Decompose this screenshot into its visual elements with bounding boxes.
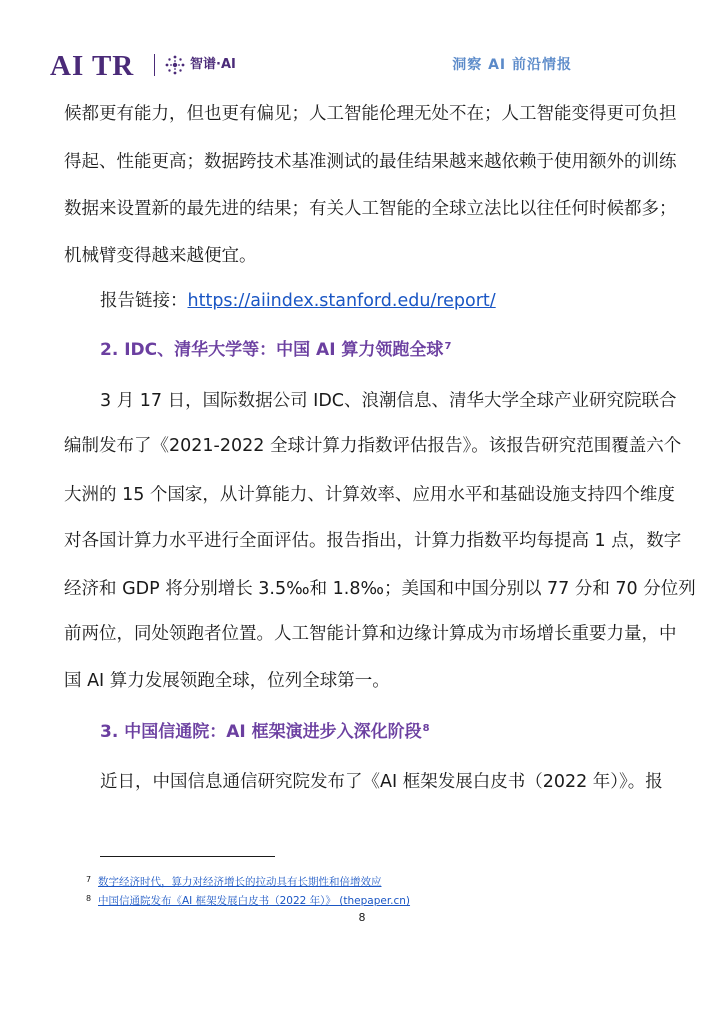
section-heading-2 bbox=[100, 335, 451, 362]
paragraph-line: 机械臂变得越来越便宜。 bbox=[64, 246, 257, 266]
logo-divider bbox=[154, 54, 155, 76]
paragraph-line: 近日，中国信息通信研究院发布了《AI 框架发展白皮书（2022 年）》。报 bbox=[100, 772, 663, 792]
paragraph-line: 3 月 17 日，国际数据公司 IDC、浪潮信息、清华大学全球产业研究院联合 bbox=[100, 391, 677, 411]
paragraph-line: 对各国计算力水平进行全面评估。报告指出，计算力指数平均每提高 1 点，数字 bbox=[64, 531, 682, 551]
footnote-divider bbox=[100, 856, 275, 857]
paragraph-line: 大洲的 15 个国家，从计算能力、计算效率、应用水平和基础设施支持四个维度 bbox=[64, 485, 675, 505]
footnote-7 bbox=[86, 873, 382, 889]
paragraph-line: 前两位，同处领跑者位置。人工智能计算和边缘计算成为市场增长重要力量，中 bbox=[64, 624, 677, 644]
zhipu-logo-icon bbox=[164, 54, 186, 76]
section-heading-text: 2. IDC、清华大学等：中国 AI 算力领跑全球 bbox=[100, 340, 444, 360]
page-header bbox=[0, 0, 724, 96]
footnote-number: 7 bbox=[86, 875, 92, 884]
paragraph-line: 数据来设置新的最先进的结果；有关人工智能的全球立法比以往任何时候都多； bbox=[64, 199, 677, 219]
footnote-link[interactable]: 数字经济时代，算力对经济增长的拉动具有长期性和倍增效应 bbox=[98, 876, 382, 888]
aitr-logo: AI TR bbox=[50, 50, 135, 82]
header-tagline: 洞察 AI 前沿情报 bbox=[452, 57, 572, 73]
paragraph-line: 候都更有能力，但也更有偏见；人工智能伦理无处不在；人工智能变得更可负担 bbox=[64, 104, 677, 124]
report-link-line bbox=[100, 289, 696, 313]
page-number: 8 bbox=[358, 911, 366, 924]
footnote-number: 8 bbox=[86, 894, 92, 903]
report-link-label: 报告链接： bbox=[100, 291, 188, 311]
footnote-ref[interactable]: 7 bbox=[444, 341, 452, 352]
paragraph-line: 得起、性能更高；数据跨技术基准测试的最佳结果越来越依赖于使用额外的训练 bbox=[64, 152, 677, 172]
paragraph-line: 编制发布了《2021-2022 全球计算力指数评估报告》。该报告研究范围覆盖六个 bbox=[64, 436, 682, 456]
paragraph-line: 经济和 GDP 将分别增长 3.5‰和 1.8‰；美国和中国分别以 77 分和 70 分位列 bbox=[64, 579, 696, 599]
footnote-link[interactable]: 中国信通院发布《AI 框架发展白皮书（2022 年）》 (thepaper.cn) bbox=[98, 895, 411, 907]
section-heading-3 bbox=[100, 717, 430, 744]
report-link[interactable]: https://aiindex.stanford.edu/report/ bbox=[187, 291, 496, 311]
footnote-8 bbox=[86, 892, 410, 908]
zhipu-brand-text: 智谱·AI bbox=[190, 57, 236, 72]
paragraph-line: 国 AI 算力发展领跑全球，位列全球第一。 bbox=[64, 671, 390, 691]
section-heading-text: 3. 中国信通院：AI 框架演进步入深化阶段 bbox=[100, 722, 422, 742]
footnote-ref[interactable]: 8 bbox=[422, 723, 430, 734]
